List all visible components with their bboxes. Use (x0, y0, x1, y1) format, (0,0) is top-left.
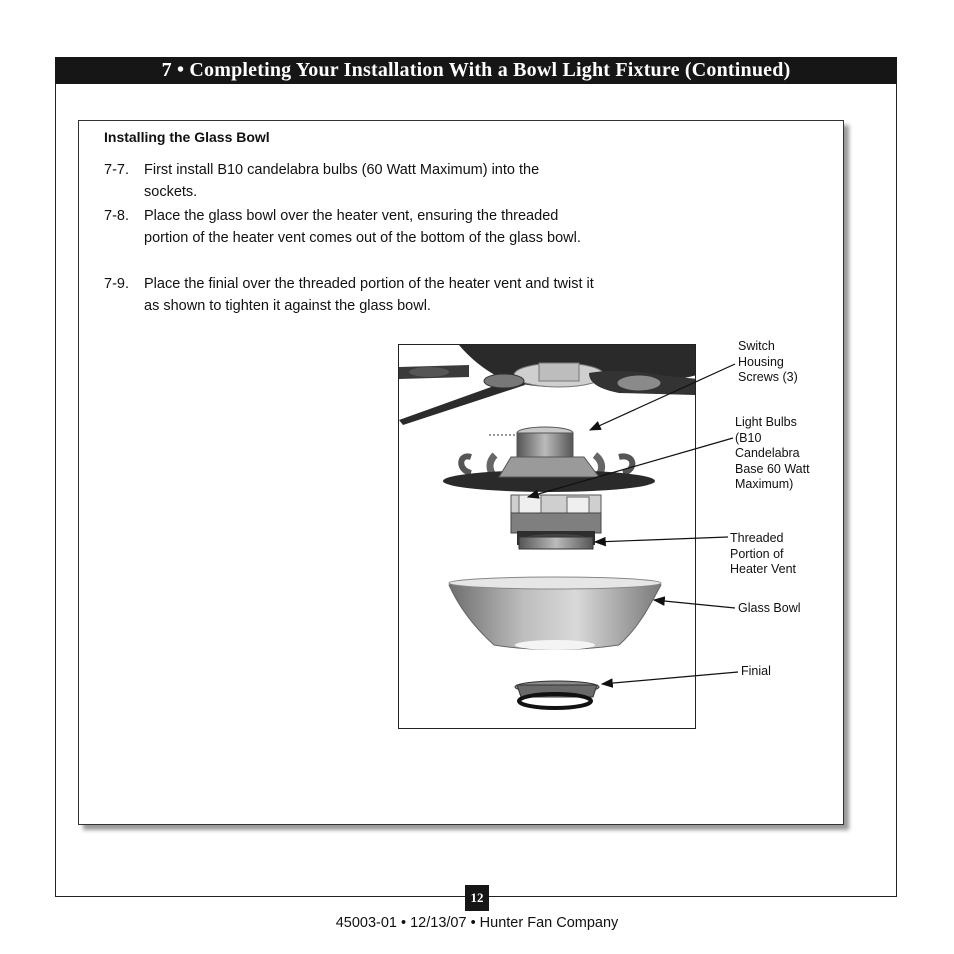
footer-text: 45003-01 • 12/13/07 • Hunter Fan Company (335, 915, 619, 931)
step-text: First install B10 candelabra bulbs (60 Watt Maximum) into the sockets. (144, 162, 540, 200)
page-title: 7 • Completing Your Installation With a Bowl Light Fixture (Continued) (55, 57, 897, 84)
arrow-threaded-portion (595, 537, 728, 542)
callout-switch-housing-screws (738, 339, 798, 386)
step-text: Place the glass bowl over the heater vent, ensuring the threaded portion of the heater vent comes out of the bottom of the glass bowl. (144, 208, 581, 246)
callout-finial (741, 664, 771, 680)
arrow-switch-housing-screws (590, 364, 735, 430)
callout-line: Maximum) (735, 477, 794, 491)
callout-line: Base 60 Watt (735, 461, 810, 476)
callout-line: Finial (741, 664, 771, 678)
callout-threaded-portion (730, 531, 796, 578)
callout-line: Glass Bowl (738, 601, 801, 615)
callout-line: Heater Vent (730, 562, 797, 576)
callout-line: (B10 (735, 430, 762, 445)
arrow-light-bulbs (528, 438, 733, 497)
callout-light-bulbs (735, 415, 810, 493)
callout-line: Portion of (730, 546, 784, 561)
section-title: Installing the Glass Bowl (104, 129, 270, 145)
arrow-glass-bowl (654, 600, 735, 608)
step-text: Place the finial over the threaded portion of the heater vent and twist it as shown to tighten it against the glass bowl. (144, 276, 594, 314)
callout-line: Threaded (730, 531, 784, 545)
callout-line: Switch (738, 339, 775, 353)
step-number: 7-7. (104, 162, 129, 178)
callout-line: Housing (738, 354, 784, 369)
callout-line: Candelabra (735, 446, 800, 460)
callout-glass-bowl (738, 601, 801, 617)
callout-line: Light Bulbs (735, 415, 797, 429)
callout-line: Screws (3) (738, 370, 798, 384)
step-number: 7-9. (104, 276, 129, 292)
arrow-finial (602, 672, 738, 684)
page-number: 12 (465, 885, 489, 911)
step-number: 7-8. (104, 208, 129, 224)
